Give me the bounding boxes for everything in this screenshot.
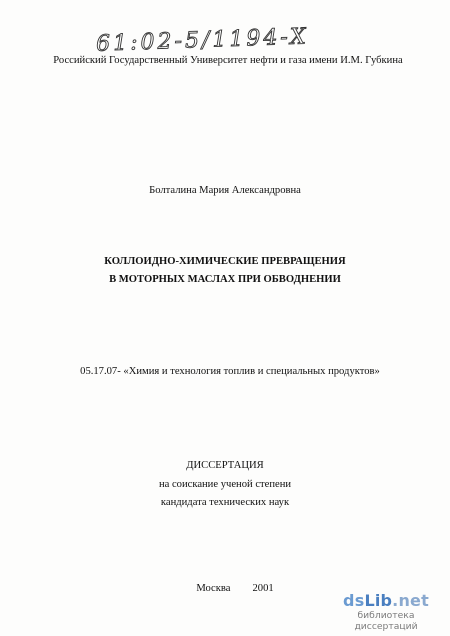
year: 2001 [252, 583, 274, 594]
handwritten-note-text: 61:02-5/1194-X [95, 24, 310, 56]
author-name: Болталина Мария Александровна [149, 185, 301, 196]
document-type: ДИССЕРТАЦИЯ [186, 460, 264, 471]
handwritten-archive-number [92, 16, 382, 56]
dissertation-title-line-1: КОЛЛОИДНО-ХИМИЧЕСКИЕ ПРЕВРАЩЕНИЯ [104, 256, 346, 267]
specialty-code: 05.17.07- «Химия и технология топлив и специальных продуктов» [80, 366, 380, 377]
dslib-watermark [330, 592, 442, 630]
university-name: Российский Государственный Университет нефти и газа имени И.М. Губкина [53, 55, 403, 66]
watermark-logo-net: .net [392, 591, 429, 610]
watermark-logo-lib: Lib [364, 591, 393, 610]
city: Москва [196, 583, 231, 594]
dissertation-title-line-2: В МОТОРНЫХ МАСЛАХ ПРИ ОБВОДНЕНИИ [109, 274, 341, 285]
handwritten-note-graphic [92, 16, 382, 56]
watermark-subtitle: библиотека диссертаций [354, 610, 418, 632]
watermark-logo [330, 592, 442, 610]
watermark-logo-ds: ds [343, 591, 365, 610]
degree-line-2: кандидата технических наук [160, 497, 290, 508]
degree-line-1: на соискание ученой степени [158, 479, 292, 490]
